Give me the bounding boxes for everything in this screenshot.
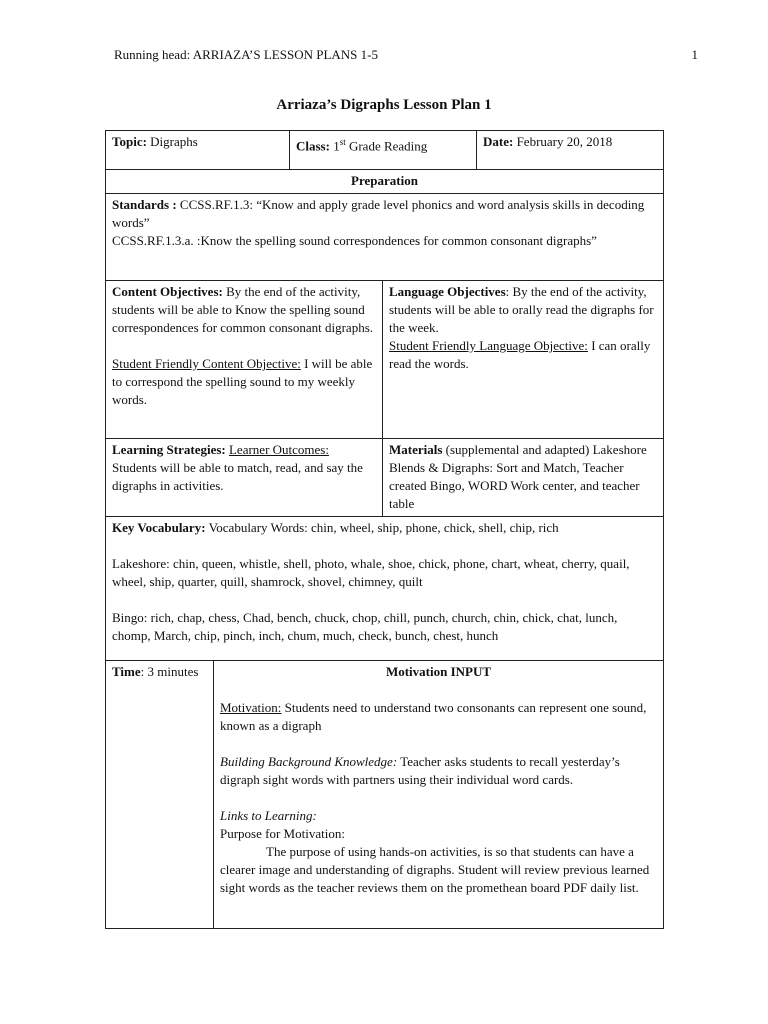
content-objectives-label: Content Objectives: (112, 284, 223, 299)
language-objectives-label: Language Objectives (389, 284, 506, 299)
motivation-row (106, 661, 664, 929)
motivation-text: Students need to understand two consonants can represent one sound, known as a digraph (220, 700, 647, 733)
materials-cell (383, 439, 664, 517)
class-label: Class: (296, 138, 330, 154)
time-value: : 3 minutes (140, 664, 199, 679)
running-header (114, 46, 698, 64)
standards-label: Standards : (112, 197, 177, 212)
topic-value: Digraphs (150, 134, 198, 149)
motivation-paragraph (220, 699, 657, 735)
links-to-learning-text: Links to Learning: (220, 808, 317, 823)
language-objectives (389, 283, 657, 337)
language-objectives-cell (383, 281, 664, 439)
background-knowledge-label: Building Background Knowledge: (220, 754, 398, 769)
date-cell (477, 131, 664, 170)
language-sf-text: I can orally read the words. (389, 338, 651, 371)
vocabulary-label: Key Vocabulary: (112, 520, 206, 535)
learning-strategies-text: Students will be able to match, read, and say the digraphs in activities. (112, 460, 363, 493)
vocabulary-row (106, 517, 664, 661)
learning-strategies-cell (106, 439, 383, 517)
time-cell (106, 661, 214, 929)
links-to-learning-label (220, 807, 657, 825)
time-label: Time (112, 664, 141, 679)
vocabulary-words: Vocabulary Words: chin, wheel, ship, phone, chick, shell, chip, rich (208, 520, 559, 535)
motivation-cell (214, 661, 664, 929)
lakeshore-words: Lakeshore: chin, queen, whistle, shell, photo, whale, shoe, chick, phone, chart, wheat, cherry, quail, wheel, ship, quarter, quill, shamrock, shovel, chimney, quilt (112, 556, 630, 589)
class-number: 1 (333, 138, 340, 154)
spacer (220, 735, 657, 753)
topic-cell (106, 131, 290, 170)
background-knowledge-paragraph (220, 753, 657, 789)
content-sf-label: Student Friendly Content Objective: (112, 356, 301, 371)
standards-text-1: CCSS.RF.1.3: “Know and apply grade level phonics and word analysis skills in decoding words” (112, 197, 645, 230)
content-objectives-cell (106, 281, 383, 439)
standards-line-2: CCSS.RF.1.3.a. :Know the spelling sound correspondences for common consonant digraphs” (112, 233, 597, 248)
motivation-label: Motivation: (220, 700, 282, 715)
preparation-row (106, 170, 664, 194)
purpose-text: The purpose of using hands-on activities, is so that students can have a clearer image and understanding of digraphs. Student will review previous learned sight words as the teacher reviews them on the promethean board PDF daily list. (220, 844, 650, 895)
lesson-plan-table (105, 130, 664, 929)
vocabulary-cell (106, 517, 664, 661)
date-label: Date: (483, 134, 514, 149)
materials-text: Lakeshore Blends & Digraphs: Sort and Match, Teacher created Bingo, WORD Work center, and teacher table (389, 442, 647, 511)
content-sf-text: I will be able to correspond the spelling sound to my weekly words. (112, 356, 373, 407)
vocabulary-line (112, 519, 657, 537)
spacer (220, 681, 657, 699)
language-student-friendly (389, 337, 657, 373)
spacer (112, 337, 376, 355)
objectives-row (106, 281, 664, 439)
standards-cell (106, 194, 664, 281)
content-objectives (112, 283, 376, 337)
standards-row (106, 194, 664, 281)
class-ordinal: st (339, 137, 346, 147)
info-row (106, 131, 664, 170)
content-objectives-text: By the end of the activity, students will be able to Know the spelling sound correspondences for common consonant digraphs. (112, 284, 374, 335)
preparation-heading-cell (106, 170, 664, 194)
materials-note: (supplemental and adapted) (445, 442, 590, 457)
motivation-heading-line (220, 663, 657, 681)
background-knowledge-text: Teacher asks students to recall yesterday’s digraph sight words with partners using their individual word cards. (220, 754, 620, 787)
standards-line-1 (112, 196, 657, 232)
spacer (112, 537, 657, 555)
motivation-heading: Motivation INPUT (385, 664, 492, 679)
materials-label: Materials (389, 442, 443, 457)
strategies-row (106, 439, 664, 517)
preparation-heading: Preparation (351, 173, 418, 188)
date-value: February 20, 2018 (516, 134, 613, 149)
language-objectives-text: : By the end of the activity, students will be able to orally read the digraphs for the week. (389, 284, 654, 335)
topic-label: Topic: (112, 134, 147, 149)
learning-strategies-label: Learning Strategies: (112, 442, 226, 457)
content-student-friendly (112, 355, 376, 409)
class-value: Grade Reading (348, 138, 428, 154)
spacer (220, 789, 657, 807)
bingo-words: Bingo: rich, chap, chess, Chad, bench, chuck, chop, chill, punch, church, chin, chick, chat, lunch, chomp, March, chip, pinch, inch, chum, much, check, bunch, chest, hunch (112, 610, 618, 643)
page-number: 1 (691, 47, 698, 62)
language-sf-label: Student Friendly Language Objective: (389, 338, 588, 353)
running-head: Running head: ARRIAZA’S LESSON PLANS 1-5 (114, 47, 378, 62)
learner-outcomes-label: Learner Outcomes: (228, 442, 329, 457)
spacer (112, 591, 657, 609)
class-cell (290, 131, 477, 170)
purpose-label: Purpose for Motivation: (220, 826, 345, 841)
document-title: Arriaza’s Digraphs Lesson Plan 1 (276, 97, 492, 113)
